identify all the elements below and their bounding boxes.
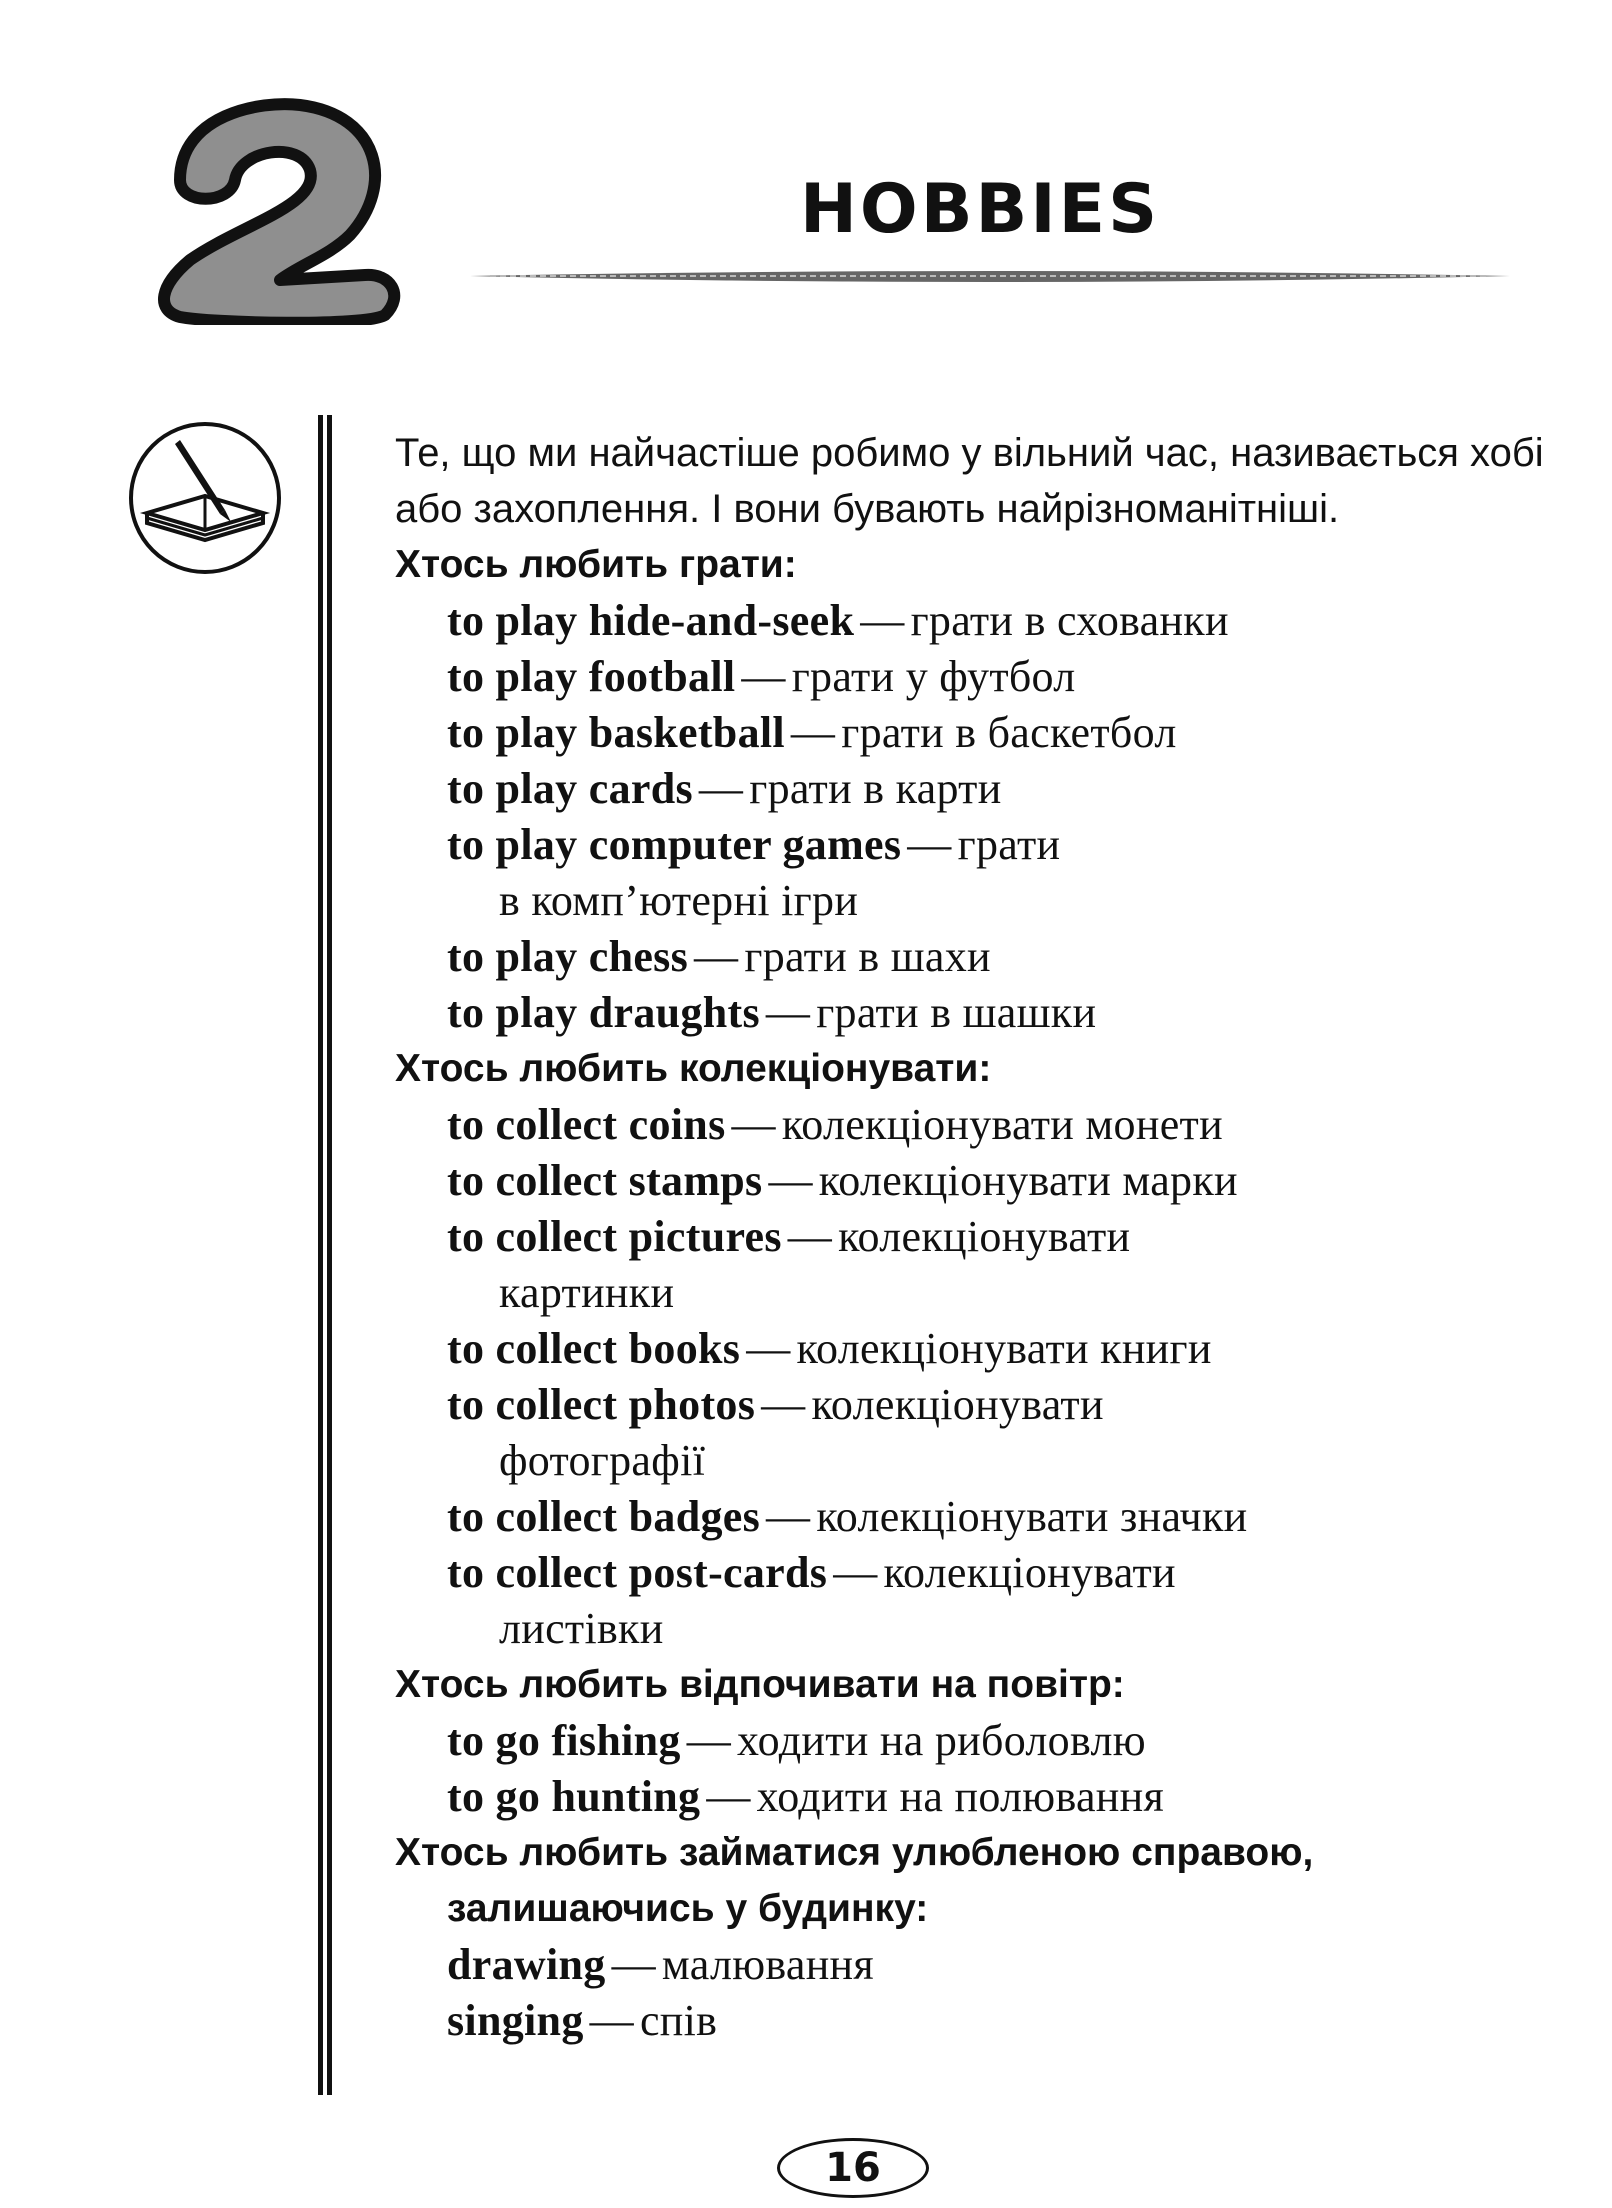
list-item: to collect post-cards — колекціонувати листівки: [447, 1548, 1176, 1653]
list-home: [395, 1937, 1565, 2049]
list-item: to collect photos — колекціонувати фотографії: [447, 1380, 1104, 1485]
list-play: [395, 593, 1565, 1041]
page-number: 16: [777, 2138, 929, 2198]
list-item: to play basketball — грати в баскетбол: [447, 708, 1177, 757]
list-item: to collect coins — колекціонувати монети: [447, 1100, 1223, 1149]
list-item: to collect stamps — колекціонувати марки: [447, 1156, 1238, 1205]
book-pen-icon: [125, 418, 285, 578]
list-item: singing — спів: [447, 1996, 718, 2045]
list-item: to play computer games — грати в комп’ютерні ігри: [447, 820, 1061, 925]
list-item: to play cards — грати в карти: [447, 764, 1002, 813]
chapter-number-graphic: [150, 95, 420, 325]
heading-home-continued: залишаючись у будинку:: [447, 1887, 929, 1930]
list-item: to play hide-and-seek — грати в схованки: [447, 596, 1229, 645]
list-item: to go fishing — ходити на риболовлю: [447, 1716, 1146, 1765]
list-item: to play football — грати у футбол: [447, 652, 1076, 701]
heading-play: Хтось любить грати:: [395, 543, 797, 586]
list-item: to play chess — грати в шахи: [447, 932, 991, 981]
title-underline: [470, 262, 1510, 292]
intro-paragraph: Те, що ми найчастіше робимо у вільний час, називається хобі або захоплення. І вони бувають найрізноманітніші.: [395, 431, 1544, 531]
list-item: to go hunting — ходити на полювання: [447, 1772, 1165, 1821]
page-content: [395, 425, 1565, 2049]
list-item: to collect badges — колекціонувати значки: [447, 1492, 1248, 1541]
chapter-title: HOBBIES: [800, 170, 1161, 249]
heading-outdoor: Хтось любить відпочивати на повітр:: [395, 1663, 1125, 1706]
list-item: to collect pictures — колекціонувати картинки: [447, 1212, 1131, 1317]
margin-bar: [318, 415, 332, 2095]
list-collect: [395, 1097, 1565, 1657]
list-item: drawing — малювання: [447, 1940, 874, 1989]
heading-home: Хтось любить займатися улюбленою справою,: [395, 1831, 1314, 1874]
list-item: to play draughts — грати в шашки: [447, 988, 1097, 1037]
heading-collect: Хтось любить колекціонувати:: [395, 1047, 992, 1090]
list-item: to collect books — колекціонувати книги: [447, 1324, 1212, 1373]
list-outdoor: [395, 1713, 1565, 1825]
